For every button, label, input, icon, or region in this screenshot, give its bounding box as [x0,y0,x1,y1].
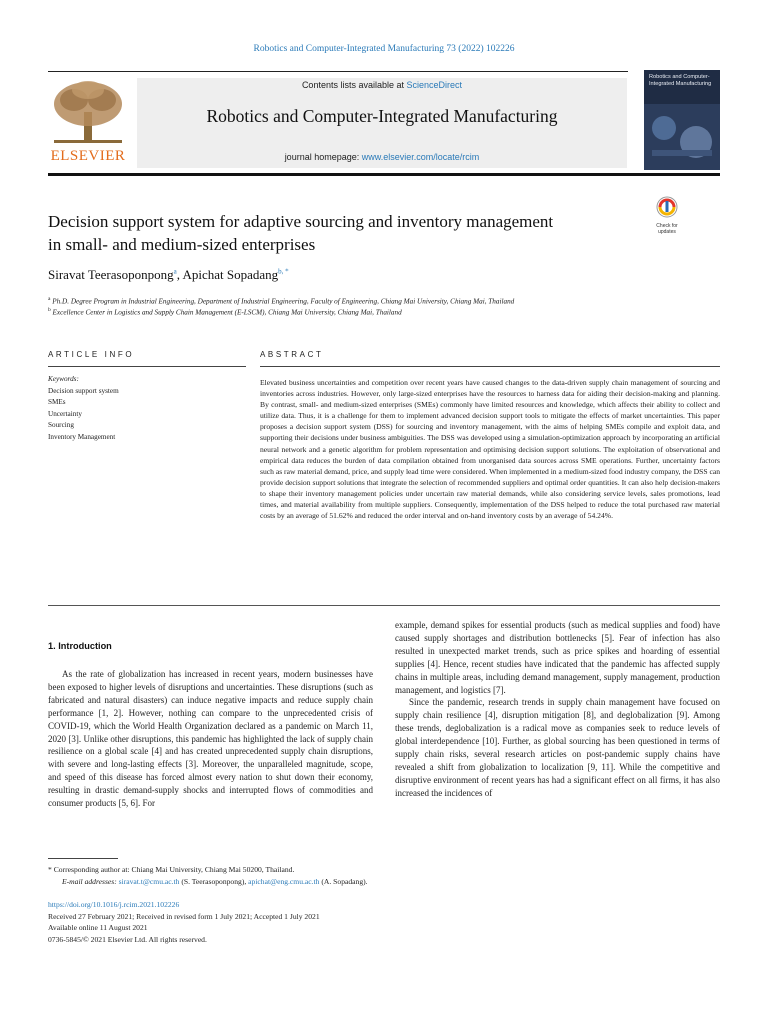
cover-title: Robotics and Computer-Integrated Manufacturing [649,74,712,87]
homepage-prefix: journal homepage: [284,152,360,162]
journal-cover[interactable] [644,70,720,170]
footnote [48,864,608,888]
header-top-rule [48,71,628,72]
keyword: Sourcing [48,421,74,429]
affiliation-b-mark: b [48,307,51,313]
author-1-affiliation-mark[interactable]: a [173,267,177,276]
article-info-rule [48,366,246,367]
author-separator: , [176,267,183,282]
journal-reference[interactable]: Robotics and Computer-Integrated Manufacturing 73 (2022) 102226 [253,44,515,54]
email-owner-2: (A. Sopadang). [319,877,368,887]
contents-prefix: Contents lists available at [301,80,404,90]
author-2[interactable]: Apichat Sopadang [182,267,279,282]
footnote-rule [48,858,118,859]
section-separator [48,605,720,606]
journal-title: Robotics and Computer-Integrated Manufacturing [206,106,558,126]
paragraph: example, demand spikes for essential products (such as medical supplies and food) have caused supply shortages and distribution bottlenecks [5]. Fear of infection has also resulted in unexpected market trends, such as price spikes and hoarding of essential supplies [4]. Hence, recent studies have indicated that the pandemic has affected supply chains in multiple areas, including demand management, supply management, production management, and logistics [7]. [395,620,720,695]
author-2-affiliation-mark[interactable]: b, * [278,267,289,276]
check-for-updates-badge[interactable] [650,196,684,234]
paragraph: As the rate of globalization has increased in recent years, modern businesses have been exposed to higher levels of disruptions and uncertainties. These disruptions (such as fabricated and natural disasters) can induce negative impacts and reduce supply chain performance [1, 2]. However, nothing can compare to the unprecedented crisis of COVID-19, which the World Health Organization declared as a pandemic on March 11, 2020 [3]. Unlike other disruptions, this pandemic has highlighted the lack of supply chain resilience on a global scale [4] and has created unprecedented supply chain disruptions, with severe and long-lasting effects [3]. Moreover, the unparalleled magnitude, scope, and speed of this disease has forced almost every nation to shut down their economy, resulting in drastic demand-supply shocks and interrupted flows of commodities and consumer products [5, 6]. For [48,669,373,809]
publication-info [48,899,608,945]
keywords-label: Keywords: [48,375,79,383]
affiliation-a [48,296,514,305]
header-thick-rule [48,173,720,176]
keyword: SMEs [48,398,66,406]
article-title-line-1: Decision support system for adaptive sourcing and inventory management [48,212,554,231]
article-title [48,210,638,256]
email-label: E-mail addresses: [62,877,117,887]
article-title-line-2: in small- and medium-sized enterprises [48,235,316,254]
affiliation-b-text: Excellence Center in Logistics and Supply Chain Management (E-LSCM), Chiang Mai University, Chiang Mai, Thailand [52,308,402,317]
abstract-text: Elevated business uncertainties and competition over recent years have caused changes to the data-driven supply chain management of sourcing and inventories across industries. However, only large-sized enterprises have the resources to harness data for aiding their decision-making and planning. By contrast, small- and medium-sized enterprises (SMEs) commonly have limited resources and knowledge, which affects their ability to collect and utilize data. Thus, it is a challenge for them to implement advanced decision support tools to mitigate the effects of market uncertainties. This paper proposes a decision support system (DSS) for sourcing and inventory management, with the aims of helping SMEs compile and exploit data, and supporting their decisions under business ambiguities. The DSS was developed using a simulation-optimization approach by incorporating an artificial neural network and a genetic algorithm for problem representation and optimising decision support solutions. The exploitation of observational and empirical data reduces the burden of data compilation obtained from unorganised data sources across SME operations. Further, uncertainty factors such as raw material demand, price, and supply lead time were considered. When implemented in a medium-sized food industry company, the DSS can provide decision support solutions that integrate the selection of recommended suppliers and optimal order quantities. It can also help decision-makers to shape their inventory management policies under uncertain raw material demands, while also considering service levels, sales promotions, lead times, and material availability from multiple suppliers. Consequently, implementation of the DSS helped to reduce the total purchased raw material costs by an average of 51.62% and reduced the order interval and on-hand inventory costs by an average of 54.24%. [260,378,720,521]
homepage-line [137,152,627,162]
email-line [48,876,608,888]
keyword: Decision support system [48,386,119,395]
email-owner-1: (S. Teerasoponpong), [179,877,249,887]
keyword: Inventory Management [48,432,116,441]
corresponding-author-note: * Corresponding author at: Chiang Mai University, Chiang Mai 50200, Thailand. [48,865,295,874]
abstract-rule [260,366,720,367]
copyright: 0736-5845/© 2021 Elsevier Ltd. All rights reserved. [48,934,207,944]
affiliation-b [48,307,402,316]
abstract-heading: ABSTRACT [260,350,324,359]
email-link-2[interactable]: apichat@eng.cmu.ac.th [248,877,320,887]
cover-art-icon [644,104,720,170]
contents-line [137,80,627,90]
affiliation-a-text: Ph.D. Degree Program in Industrial Engineering, Department of Industrial Engineering, Faculty of Engineering, Chiang Mai University, Chiang Mai, Thailand [52,297,515,306]
keyword: Uncertainty [48,409,82,418]
available-online: Available online 11 August 2021 [48,923,148,932]
keywords-block [48,374,246,443]
author-1[interactable]: Siravat Teerasoponpong [48,267,174,282]
body-left-column [48,668,373,810]
homepage-link[interactable]: www.elsevier.com/locate/rcim [361,152,480,162]
received-dates: Received 27 February 2021; Received in revised form 1 July 2021; Accepted 1 July 2021 [48,911,320,921]
paragraph: Since the pandemic, research trends in supply chain management have focused on supply chain resilience [4], disruption mitigation [8], and deglobalization [9]. Among these trends, deglobalization is a radical move as companies seek to reduce levels of global interdependence [10]. Further, as global sourcing has been questioned in terms of supply chain risks, several research articles on post-pandemic supply chains have revealed a shift from globalization to localization [9, 11]. While the competitive and disruptive environment of recent years has had a significant effect on all firms, it has also increased the incidences of [395,697,720,798]
email-link-1[interactable]: siravat.t@cmu.ac.th [118,877,180,887]
author-list [48,267,289,283]
affiliation-a-mark: a [48,296,51,302]
check-updates-icon [650,196,684,218]
section-heading-introduction: 1. Introduction [48,641,112,651]
doi-link[interactable]: https://doi.org/10.1016/j.rcim.2021.102226 [48,900,180,909]
sciencedirect-link[interactable]: ScienceDirect [406,80,463,90]
article-info-heading: ARTICLE INFO [48,350,135,359]
check-updates-label: Check for updates [656,223,678,235]
elsevier-logo [48,78,128,168]
elsevier-wordmark: ELSEVIER [50,148,126,164]
body-right-column [395,619,720,800]
